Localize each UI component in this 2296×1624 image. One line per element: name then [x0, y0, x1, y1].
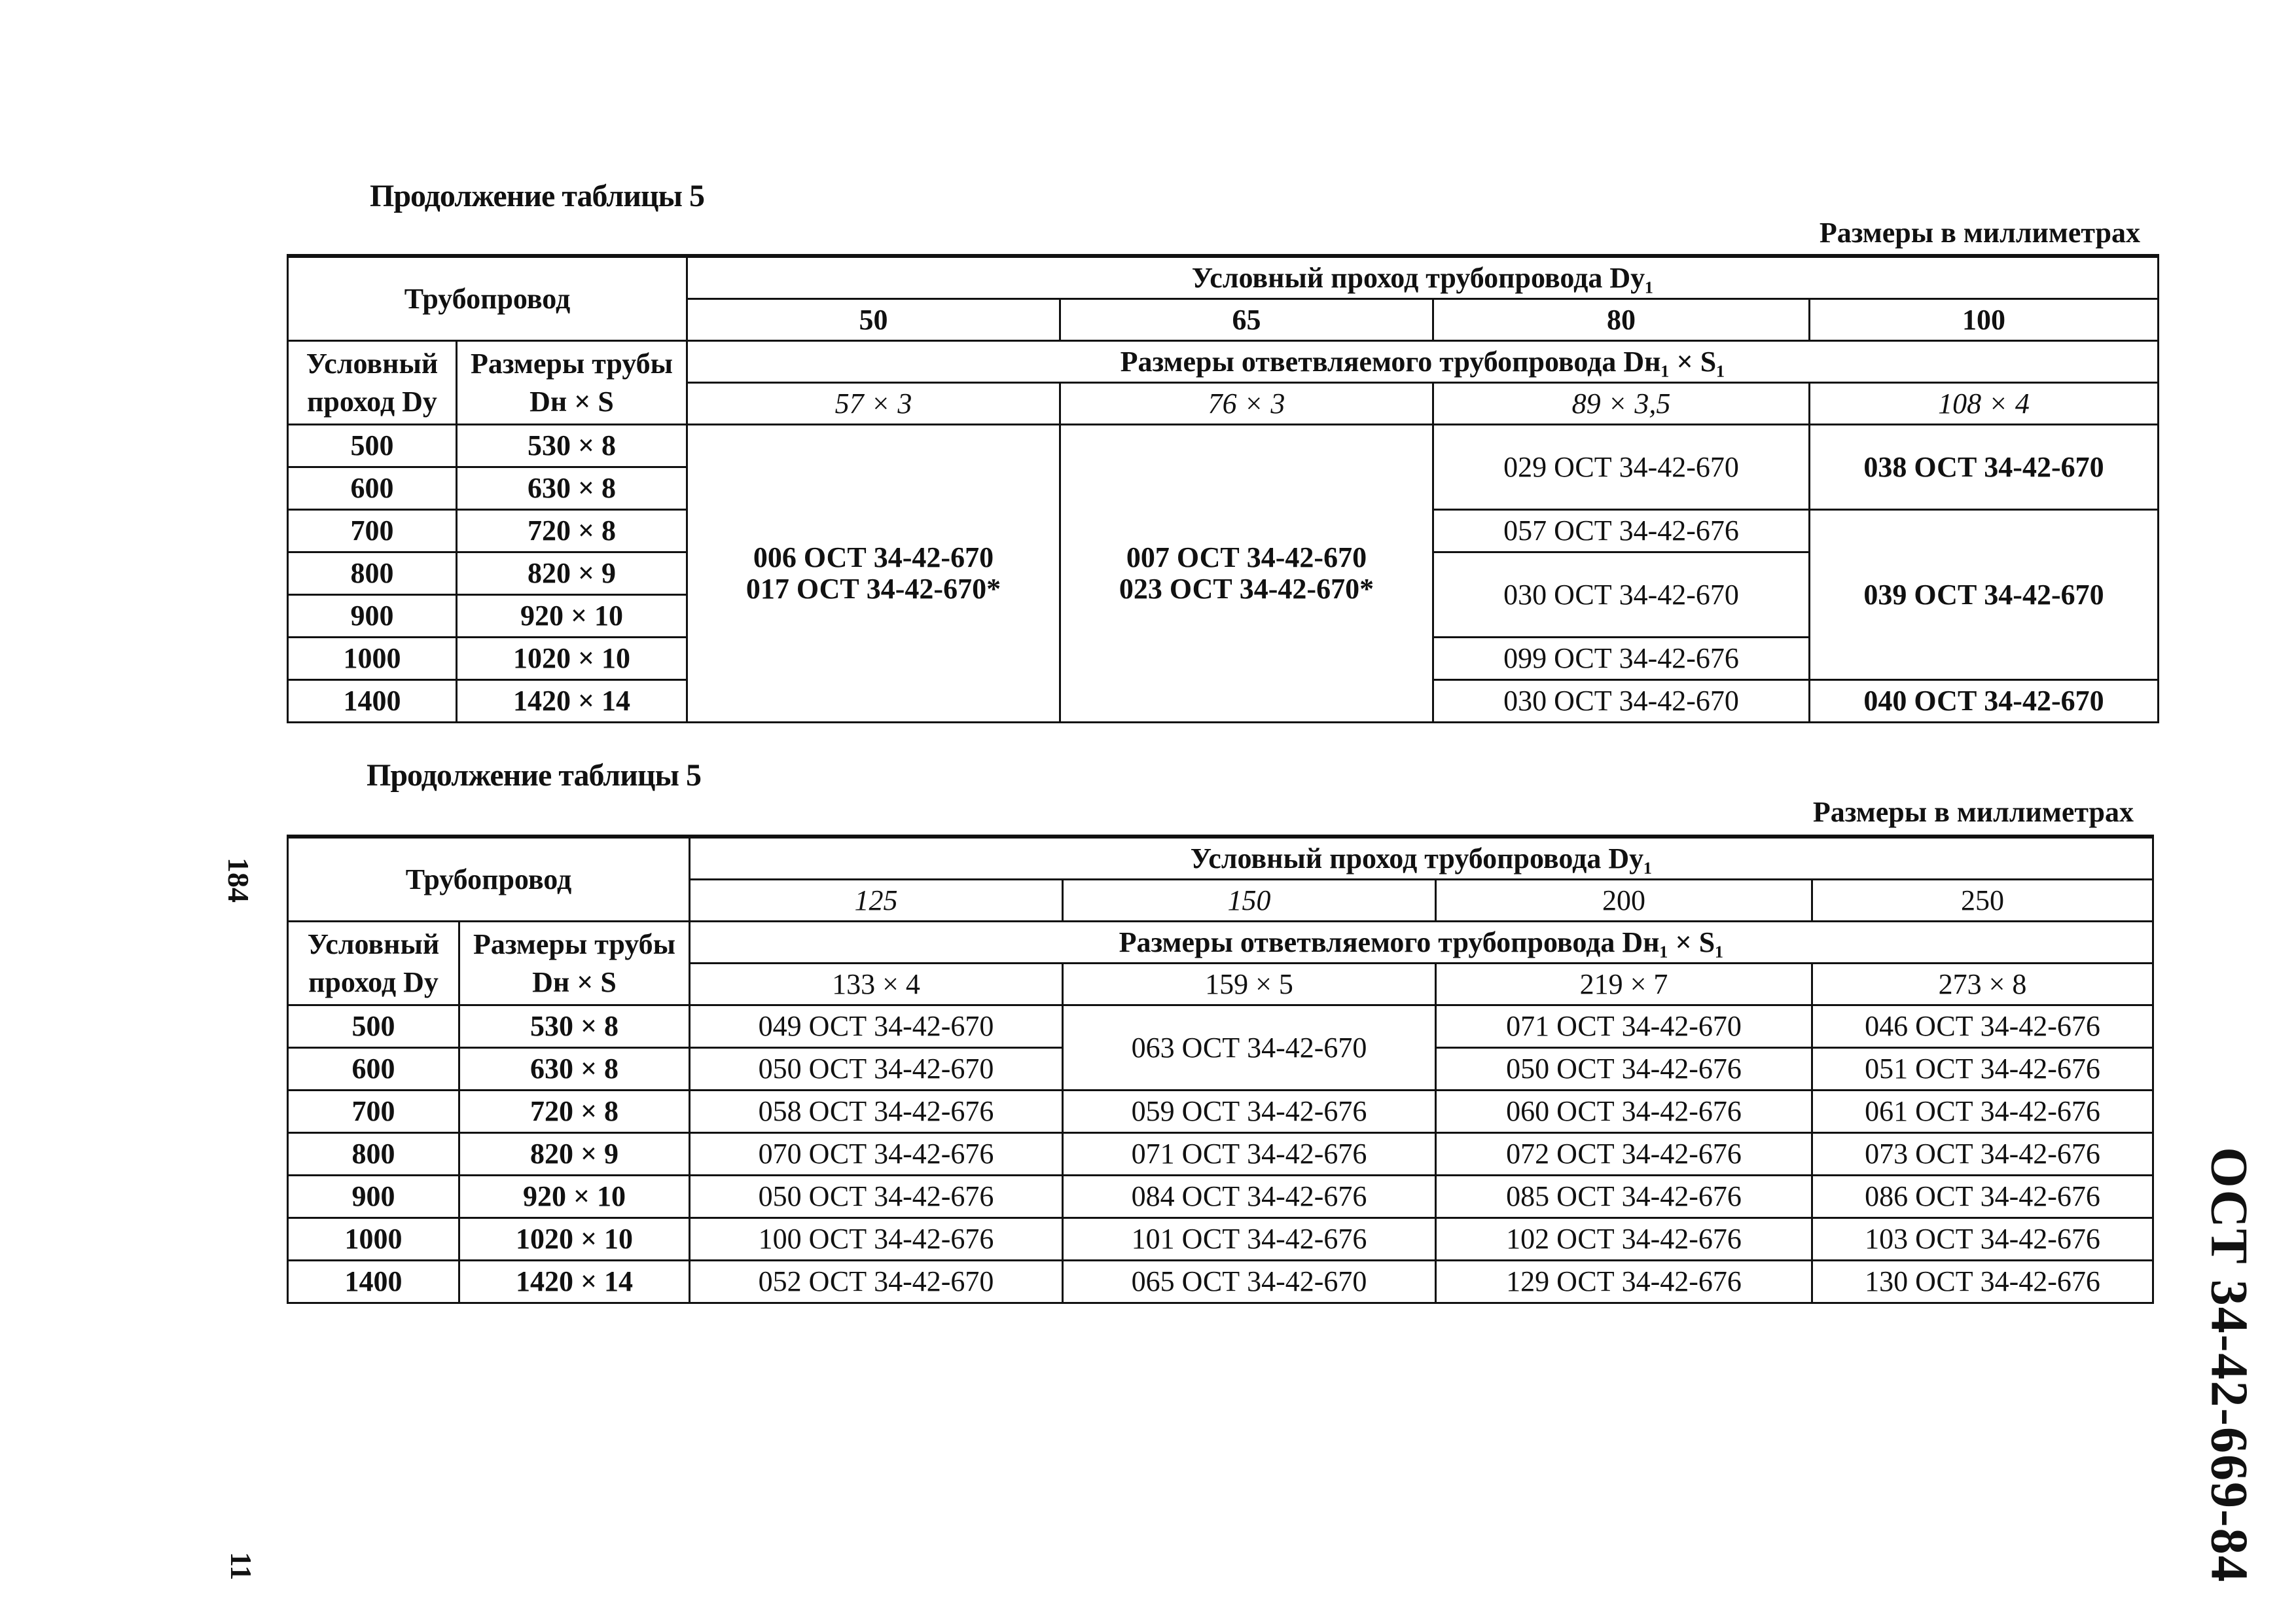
code-entry: 023 ОСТ 34-42-670*	[1119, 573, 1374, 605]
table1-dy-cell: 700	[288, 510, 457, 552]
table2-col125-code: 058 ОСТ 34-42-676	[690, 1091, 1063, 1133]
table1-dy-cell: 800	[288, 552, 457, 595]
table2-col250-code: 103 ОСТ 34-42-676	[1812, 1218, 2153, 1261]
page-number-184: 184	[222, 857, 255, 903]
table1-col80-code: 057 ОСТ 34-42-676	[1433, 510, 1810, 552]
table1-bore-100: 100	[1810, 299, 2159, 341]
table2-col200-code: 071 ОСТ 34-42-670	[1436, 1005, 1812, 1048]
table2-bore-250: 250	[1812, 880, 2153, 922]
table2-hdr-dn-s: Размеры трубы Dн × S	[459, 922, 690, 1005]
table1-col100-code: 039 ОСТ 34-42-670	[1810, 510, 2159, 680]
table1-dy-cell: 600	[288, 467, 457, 510]
standard-designation: ОСТ 34-42-669-84	[2200, 1147, 2258, 1583]
table2-bore-200: 200	[1436, 880, 1812, 922]
table2-dn-cell: 1420 × 14	[459, 1261, 690, 1303]
table1-size-50: 57 × 3	[687, 383, 1060, 425]
table1-dn-cell: 630 × 8	[457, 467, 687, 510]
table1-col100-code: 040 ОСТ 34-42-670	[1810, 680, 2159, 723]
page-number-11: 11	[224, 1551, 259, 1581]
table1-size-100: 108 × 4	[1810, 383, 2159, 425]
table2-col150-code: 084 ОСТ 34-42-676	[1063, 1176, 1436, 1218]
table2-col250-code: 046 ОСТ 34-42-676	[1812, 1005, 2153, 1048]
table1-col50-codes	[687, 425, 1060, 723]
table1-col80-code: 099 ОСТ 34-42-676	[1433, 638, 1810, 680]
table2-size-250: 273 × 8	[1812, 964, 2153, 1005]
table1-dy-cell: 500	[288, 425, 457, 467]
table1-size-80: 89 × 3,5	[1433, 383, 1810, 425]
table2-dn-cell: 820 × 9	[459, 1133, 690, 1176]
table2-col125-code: 049 ОСТ 34-42-670	[690, 1005, 1063, 1048]
table2-col250-code: 086 ОСТ 34-42-676	[1812, 1176, 2153, 1218]
table1-dy-cell: 1000	[288, 638, 457, 680]
table2-units-note: Размеры в миллиметрах	[1812, 796, 2134, 828]
table2-col200-code: 050 ОСТ 34-42-676	[1436, 1048, 1812, 1091]
table1-dn-cell: 1420 × 14	[457, 680, 687, 723]
table2-caption: Продолжение таблицы 5	[367, 758, 702, 793]
table1-hdr-branch-bore: Условный проход трубопровода Dy₁	[687, 256, 2159, 299]
table1	[287, 254, 2159, 723]
table2-col150-code: 065 ОСТ 34-42-670	[1063, 1261, 1436, 1303]
table2-dy-cell: 800	[288, 1133, 459, 1176]
table2-size-125: 133 × 4	[690, 964, 1063, 1005]
table1-col80-code: 030 ОСТ 34-42-670	[1433, 552, 1810, 638]
table1-hdr-dn-s: Размеры трубы Dн × S	[457, 341, 687, 425]
table2-col125-code: 050 ОСТ 34-42-676	[690, 1176, 1063, 1218]
table2-hdr-branch-sizes: Размеры ответвляемого трубопровода Dн₁ × S₁	[690, 922, 2153, 964]
table2-dn-cell: 530 × 8	[459, 1005, 690, 1048]
table2	[287, 835, 2154, 1304]
table2-dy-cell: 700	[288, 1091, 459, 1133]
table1-hdr-pipeline: Трубопровод	[288, 256, 687, 341]
table1-hdr-branch-sizes: Размеры ответвляемого трубопровода Dн₁ × S₁	[687, 341, 2159, 383]
table1-col80-code: 029 ОСТ 34-42-670	[1433, 425, 1810, 510]
table1-bore-50: 50	[687, 299, 1060, 341]
table2-col250-code: 061 ОСТ 34-42-676	[1812, 1091, 2153, 1133]
table2-size-150: 159 × 5	[1063, 964, 1436, 1005]
table2-bore-150: 150	[1063, 880, 1436, 922]
table1-col65-codes	[1060, 425, 1433, 723]
table2-col200-code: 085 ОСТ 34-42-676	[1436, 1176, 1812, 1218]
table1-dy-cell: 1400	[288, 680, 457, 723]
table2-col250-code: 051 ОСТ 34-42-676	[1812, 1048, 2153, 1091]
table2-dn-cell: 1020 × 10	[459, 1218, 690, 1261]
table2-col150-code: 101 ОСТ 34-42-676	[1063, 1218, 1436, 1261]
table1-dn-cell: 820 × 9	[457, 552, 687, 595]
table2-dy-cell: 1400	[288, 1261, 459, 1303]
table1-dy-cell: 900	[288, 595, 457, 638]
table2-hdr-pipeline: Трубопровод	[288, 837, 690, 922]
table1-dn-cell: 720 × 8	[457, 510, 687, 552]
table2-bore-125: 125	[690, 880, 1063, 922]
table2-dn-cell: 920 × 10	[459, 1176, 690, 1218]
table1-caption: Продолжение таблицы 5	[370, 179, 705, 213]
table2-col125-code: 070 ОСТ 34-42-676	[690, 1133, 1063, 1176]
table2-dy-cell: 600	[288, 1048, 459, 1091]
table2-col250-code: 130 ОСТ 34-42-676	[1812, 1261, 2153, 1303]
table1-dn-cell: 920 × 10	[457, 595, 687, 638]
table2-dn-cell: 630 × 8	[459, 1048, 690, 1091]
table1-bore-65: 65	[1060, 299, 1433, 341]
table1-units-note: Размеры в миллиметрах	[1819, 217, 2140, 249]
table2-col200-code: 129 ОСТ 34-42-676	[1436, 1261, 1812, 1303]
table2-dn-cell: 720 × 8	[459, 1091, 690, 1133]
table2-col200-code: 072 ОСТ 34-42-676	[1436, 1133, 1812, 1176]
table2-dy-cell: 1000	[288, 1218, 459, 1261]
table2-col200-code: 102 ОСТ 34-42-676	[1436, 1218, 1812, 1261]
table2-hdr-dy: Условный проход Dy	[288, 922, 459, 1005]
table2-col125-code: 052 ОСТ 34-42-670	[690, 1261, 1063, 1303]
table2-dy-cell: 500	[288, 1005, 459, 1048]
table2-col150-code: 063 ОСТ 34-42-670	[1063, 1005, 1436, 1091]
table1-dn-cell: 1020 × 10	[457, 638, 687, 680]
table2-col250-code: 073 ОСТ 34-42-676	[1812, 1133, 2153, 1176]
table2-size-200: 219 × 7	[1436, 964, 1812, 1005]
table1-dn-cell: 530 × 8	[457, 425, 687, 467]
table2-col200-code: 060 ОСТ 34-42-676	[1436, 1091, 1812, 1133]
code-entry: 007 ОСТ 34-42-670	[1126, 541, 1367, 573]
table1-col100-code: 038 ОСТ 34-42-670	[1810, 425, 2159, 510]
table2-col150-code: 071 ОСТ 34-42-676	[1063, 1133, 1436, 1176]
table2-hdr-branch-bore: Условный проход трубопровода Dy₁	[690, 837, 2153, 880]
table1-col80-code: 030 ОСТ 34-42-670	[1433, 680, 1810, 723]
table2-col150-code: 059 ОСТ 34-42-676	[1063, 1091, 1436, 1133]
code-entry: 006 ОСТ 34-42-670	[753, 541, 994, 573]
table2-col125-code: 050 ОСТ 34-42-670	[690, 1048, 1063, 1091]
table1-size-65: 76 × 3	[1060, 383, 1433, 425]
table2-dy-cell: 900	[288, 1176, 459, 1218]
code-entry: 017 ОСТ 34-42-670*	[745, 573, 1001, 605]
table1-bore-80: 80	[1433, 299, 1810, 341]
table1-hdr-dy: Условный проход Dy	[288, 341, 457, 425]
table2-col125-code: 100 ОСТ 34-42-676	[690, 1218, 1063, 1261]
